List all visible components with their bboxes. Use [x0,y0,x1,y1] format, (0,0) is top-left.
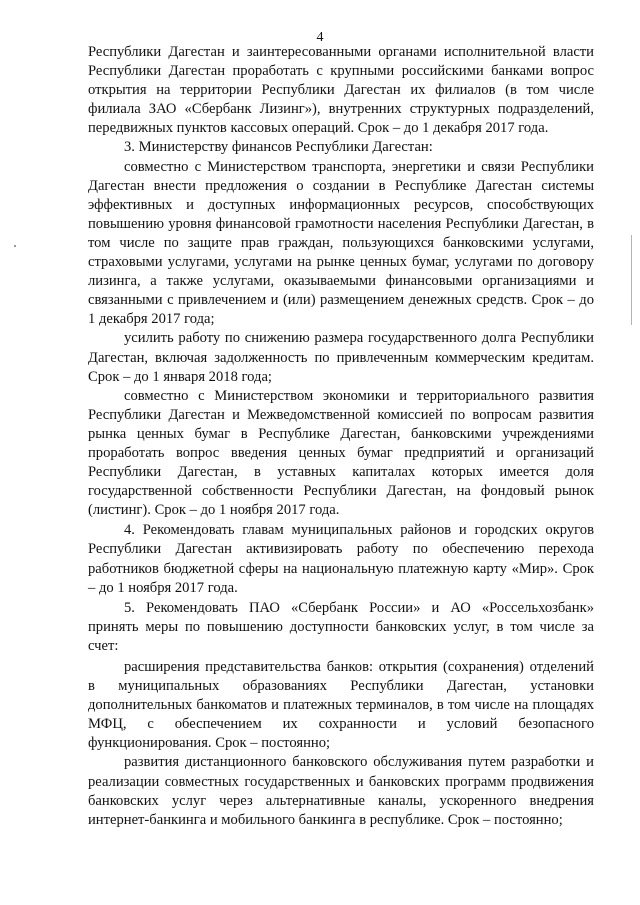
paragraph-securities-market: совместно с Министерством экономики и территориального развития Республики Дагестан и Межведомственной комиссией по вопросам развития рынка ценных бумаг в Республике Дагестан, банковскими учреждениями проработать вопрос введения ценных бумаг предприятий и организаций Республики Дагестан, в уставных капиталах которых имеется доля государственной собственности Республики Дагестан, на фондовый рынок (листинг). Срок – до 1 ноября 2017 года. [88,387,594,519]
paragraph-bank-branches: расширения представительства банков: открытия (сохранения) отделений в муниципальных образованиях Республики Дагестан, установки дополнительных банкоматов и платежных терминалов, в том числе на площадях МФЦ, с обеспечением их сохранности и условий безопасного функционирования. Срок – постоянно; [88,659,594,752]
paragraph-item-3: 3. Министерству финансов Республики Дагестан: [124,139,433,156]
scan-artifact-right [631,235,632,325]
paragraph-item-4: 4. Рекомендовать главам муниципальных районов и городских округов Республики Дагестан активизировать работу по обеспечению перехода работников бюджетной сферы на национальную платежную карту «Мир». Срок – до 1 ноября 2017 года. [88,522,594,596]
paragraph-continuation: Республики Дагестан и заинтересованными органами исполнительной власти Республики Дагестан проработать с крупными российскими банками вопрос открытия на территории Республики Дагестан их филиалов (в том числе филиала ЗАО «Сбербанк Лизинг»), внутренних структурных подразделений, передвижных пунктов кассовых операций. Срок – до 1 декабря 2017 года. [88,44,594,137]
paragraph-item-5: 5. Рекомендовать ПАО «Сбербанк России» и АО «Россельхозбанк» принять меры по повышению доступности банковских услуг, в том числе за счет: [88,599,594,654]
page-number: 4 [316,30,324,45]
paragraph-remote-banking: развития дистанционного банковского обслуживания путем разработки и реализации совместных государственных и банковских программ продвижения банковских услуг через альтернативные каналы, ускоренного внедрения интернет-банкинга и мобильного банкинга в республике. Срок – постоянно; [88,754,594,828]
scan-artifact-left [14,245,16,247]
paragraph-state-debt: усилить работу по снижению размера государственного долга Республики Дагестан, включая задолженность по привлеченным коммерческим кредитам. Срок – до 1 января 2018 года; [88,330,594,385]
paragraph-financial-literacy: совместно с Министерством транспорта, энергетики и связи Республики Дагестан внести предложения о создании в Республике Дагестан системы эффективных и доступных информационных ресурсов, способствующих повышению уровня финансовой грамотности населения Республики Дагестан, в том числе по защите прав граждан, пользующихся банковскими услугами, страховыми услугами, услугами на рынке ценных бумаг, услугами по договору лизинга, а также услугами, оказываемыми финансовыми организациями и связанными с привлечением и (или) размещением денежных средств. Срок – до 1 декабря 2017 года; [88,158,594,328]
document-body [88,43,594,830]
